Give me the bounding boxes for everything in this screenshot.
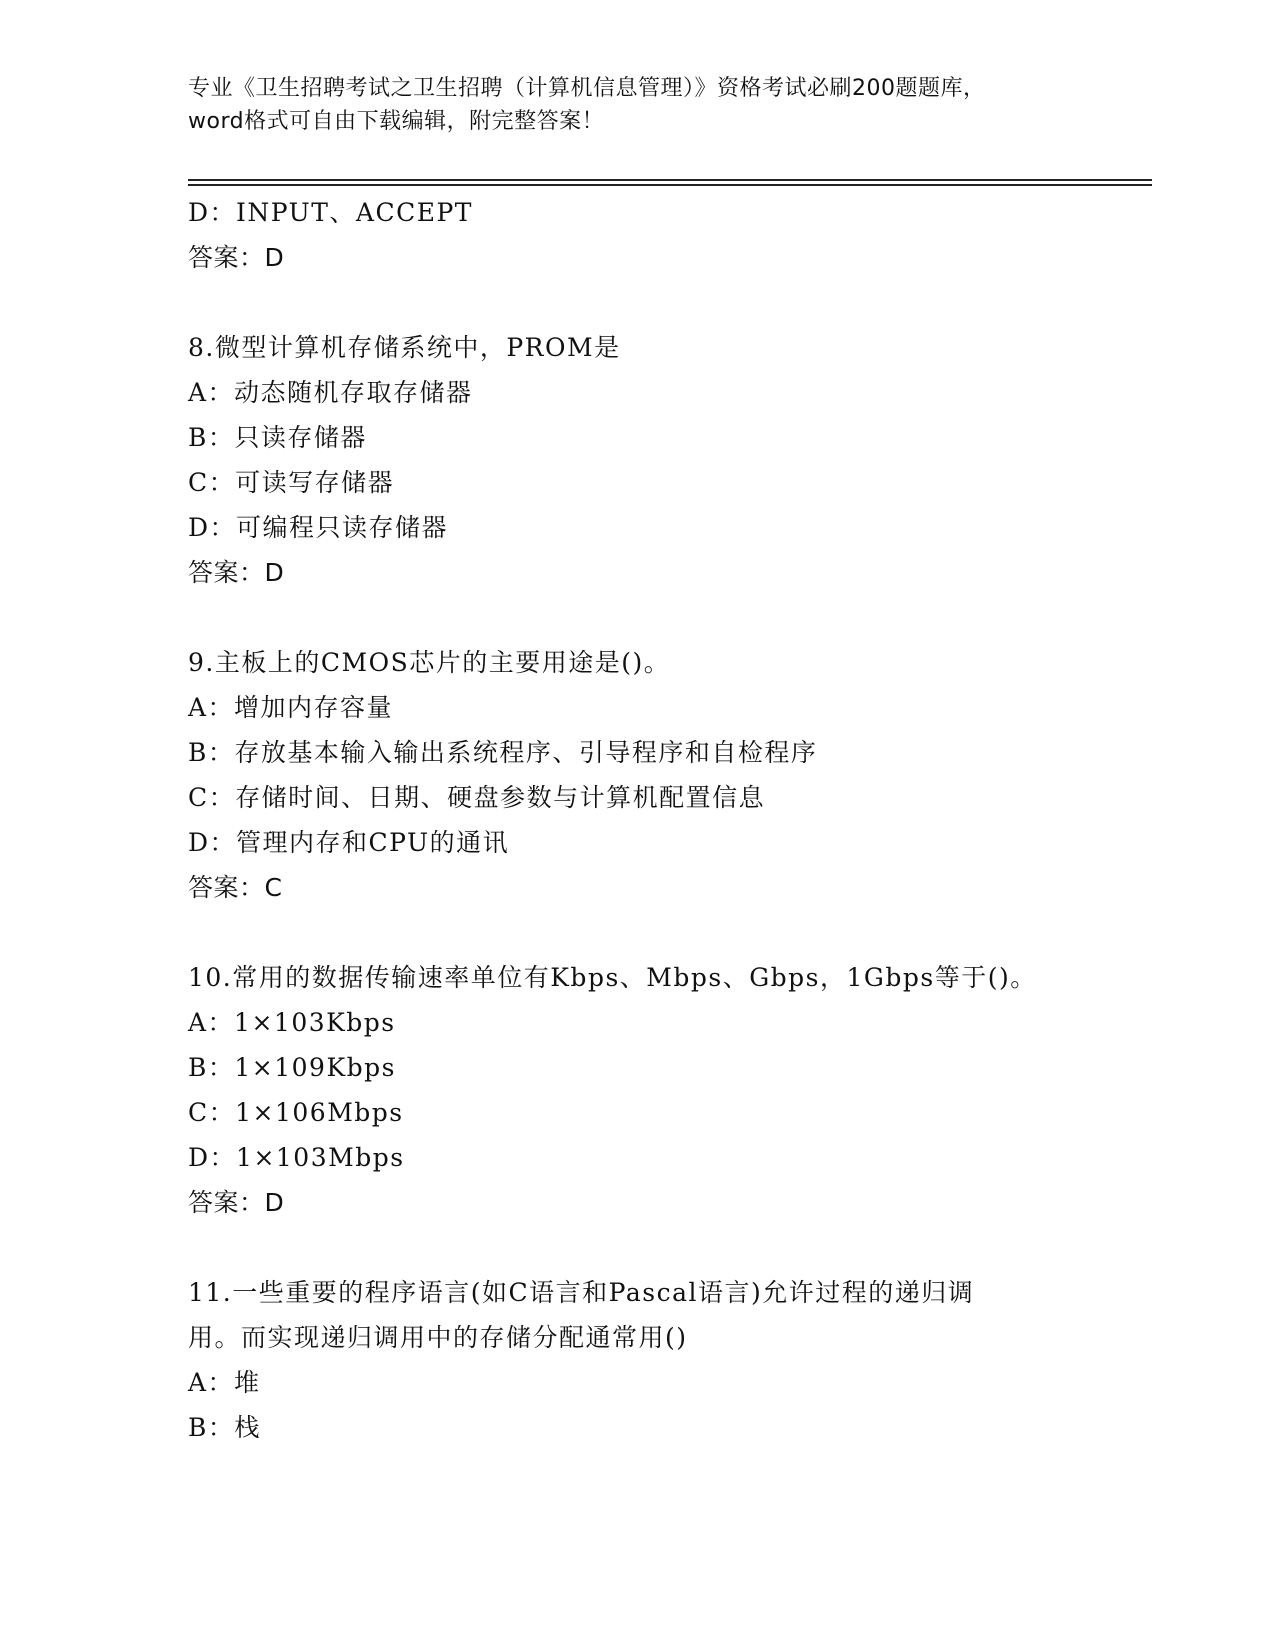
spacer [188,595,1148,640]
question-8-answer: 答案：D [188,558,285,587]
question-10-option-d: D：1×103Mbps [188,1143,405,1172]
header-divider-bottom [188,184,1152,186]
answer-line: 答案：D [188,243,285,272]
question-11-text-line-2: 用。而实现递归调用中的存储分配通常用() [188,1323,688,1352]
question-8-option-b: B：只读存储器 [188,423,367,452]
question-10-option-b: B：1×109Kbps [188,1053,396,1082]
header-divider-top [188,179,1152,181]
question-8-option-c: C：可读写存储器 [188,468,395,497]
question-10-text: 10.常用的数据传输速率单位有Kbps、Mbps、Gbps，1Gbps等于()。 [188,963,1037,992]
question-11-option-a: A：堆 [188,1368,261,1397]
spacer [188,280,1148,325]
question-8-option-a: A：动态随机存取存储器 [188,378,473,407]
question-8-option-d: D：可编程只读存储器 [188,513,449,542]
question-8-text: 8.微型计算机存储系统中，PROM是 [188,333,621,362]
question-9-option-b: B：存放基本输入输出系统程序、引导程序和自检程序 [188,738,818,767]
header-line-1: 专业《卫生招聘考试之卫生招聘（计算机信息管理）》资格考试必刷200题题库， [188,76,986,101]
header-line-2: word格式可自由下载编辑，附完整答案！ [188,109,605,134]
question-10-option-c: C：1×106Mbps [188,1098,404,1127]
question-10-option-a: A：1×103Kbps [188,1008,396,1037]
page-header [188,72,1088,138]
question-list [188,190,1148,1450]
spacer [188,910,1148,955]
question-9-option-c: C：存储时间、日期、硬盘参数与计算机配置信息 [188,783,766,812]
option-d: D：INPUT、ACCEPT [188,198,473,227]
question-11-text-line-1: 11.一些重要的程序语言(如C语言和Pascal语言)允许过程的递归调 [188,1278,975,1307]
question-11-option-b: B：栈 [188,1413,261,1442]
question-9-answer: 答案：C [188,873,283,902]
question-10-answer: 答案：D [188,1188,285,1217]
spacer [188,1225,1148,1270]
question-9-option-a: A：增加内存容量 [188,693,394,722]
question-9-text: 9.主板上的CMOS芯片的主要用途是()。 [188,648,671,677]
question-9-option-d: D：管理内存和CPU的通讯 [188,828,510,857]
